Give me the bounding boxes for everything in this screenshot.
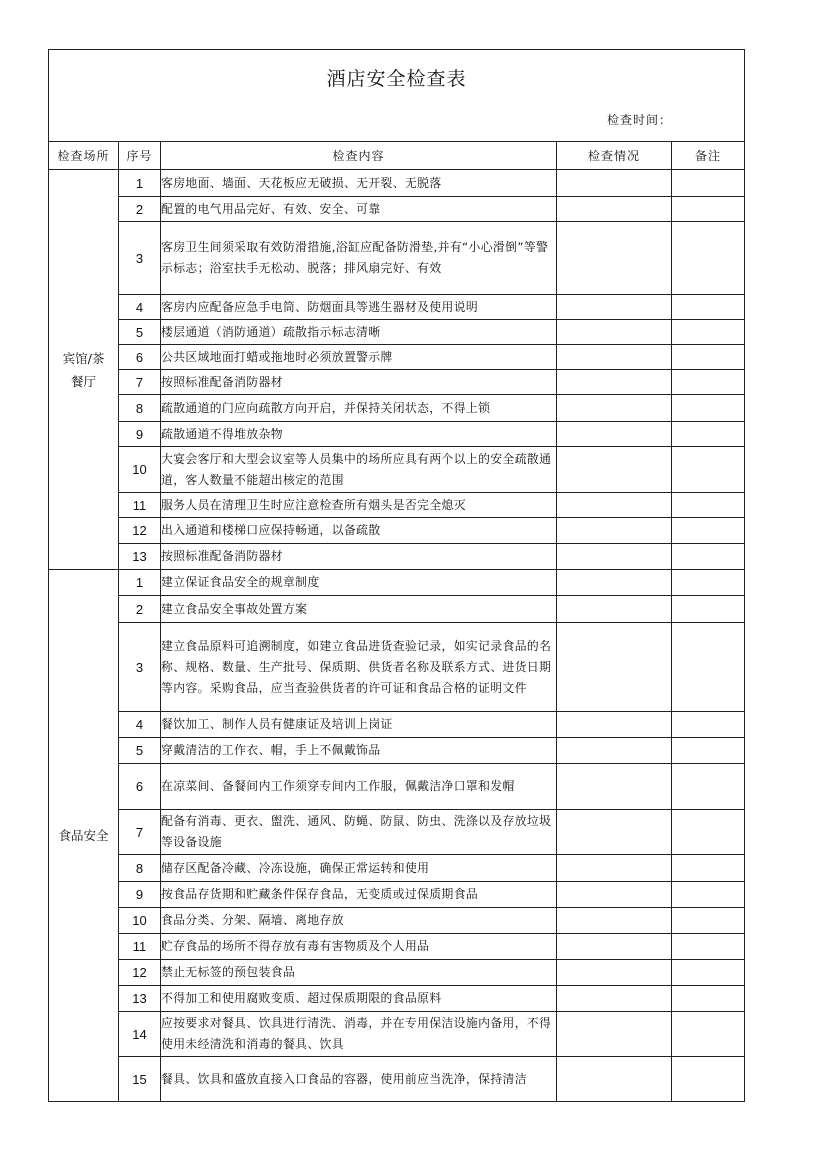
status-cell[interactable] (557, 345, 672, 370)
status-cell[interactable] (557, 623, 672, 712)
item-content: 按照标准配备消防器材 (161, 370, 557, 395)
remark-cell[interactable] (672, 518, 745, 544)
item-content: 按食品存货期和贮藏条件保存食品，无变质或过保质期食品 (161, 882, 557, 908)
remark-cell[interactable] (672, 623, 745, 712)
table-row (49, 370, 745, 395)
item-content: 贮存食品的场所不得存放有毒有害物质及个人用品 (161, 934, 557, 960)
remark-cell[interactable] (672, 855, 745, 882)
area-cell (49, 170, 119, 570)
status-cell[interactable] (557, 395, 672, 422)
inspection-time-label: 检查时间： (607, 113, 673, 127)
status-cell[interactable] (557, 422, 672, 447)
item-number: 6 (119, 764, 161, 810)
item-number: 12 (119, 518, 161, 544)
table-row (49, 222, 745, 295)
table-row (49, 197, 745, 222)
item-number: 1 (119, 570, 161, 596)
item-number: 12 (119, 960, 161, 986)
item-number: 3 (119, 623, 161, 712)
status-cell[interactable] (557, 222, 672, 295)
remark-cell[interactable] (672, 986, 745, 1012)
remark-cell[interactable] (672, 908, 745, 934)
item-content: 疏散通道不得堆放杂物 (161, 422, 557, 447)
status-cell[interactable] (557, 295, 672, 320)
table-row (49, 518, 745, 544)
table-row (49, 596, 745, 623)
status-cell[interactable] (557, 934, 672, 960)
status-cell[interactable] (557, 712, 672, 738)
item-content: 按照标准配备消防器材 (161, 544, 557, 570)
table-row (49, 764, 745, 810)
item-content: 在凉菜间、备餐间内工作须穿专间内工作服，佩戴洁净口罩和发帽 (161, 764, 557, 810)
status-cell[interactable] (557, 197, 672, 222)
status-cell[interactable] (557, 986, 672, 1012)
item-content: 建立保证食品安全的规章制度 (161, 570, 557, 596)
item-number: 10 (119, 447, 161, 493)
item-content: 配备有消毒、更衣、盥洗、通风、防蝇、防鼠、防虫、洗涤以及存放垃圾等设备设施 (161, 810, 557, 855)
table-row (49, 493, 745, 518)
remark-cell[interactable] (672, 810, 745, 855)
item-number: 2 (119, 197, 161, 222)
remark-cell[interactable] (672, 570, 745, 596)
remark-cell[interactable] (672, 422, 745, 447)
item-content: 应按要求对餐具、饮具进行清洗、消毒，并在专用保洁设施内备用，不得使用未经清洗和消毒的餐具、饮具 (161, 1012, 557, 1057)
status-cell[interactable] (557, 764, 672, 810)
item-content: 穿戴清洁的工作衣、帽，手上不佩戴饰品 (161, 738, 557, 764)
table-row (49, 170, 745, 197)
inspection-sheet (48, 49, 744, 1102)
remark-cell[interactable] (672, 544, 745, 570)
item-content: 储存区配备冷藏、冷冻设施，确保正常运转和使用 (161, 855, 557, 882)
item-content: 大宴会客厅和大型会议室等人员集中的场所应具有两个以上的安全疏散通道，客人数量不能超出核定的范围 (161, 447, 557, 493)
page-title: 酒店安全检查表 (326, 68, 467, 90)
item-number: 2 (119, 596, 161, 623)
table-row (49, 395, 745, 422)
remark-cell[interactable] (672, 395, 745, 422)
remark-cell[interactable] (672, 320, 745, 345)
col-header-area: 检查场所 (49, 142, 119, 170)
item-number: 8 (119, 855, 161, 882)
item-number: 7 (119, 370, 161, 395)
table-row (49, 422, 745, 447)
table-row (49, 960, 745, 986)
table-row (49, 855, 745, 882)
table-row (49, 320, 745, 345)
table-row (49, 447, 745, 493)
status-cell[interactable] (557, 493, 672, 518)
col-header-index: 序号 (119, 142, 161, 170)
remark-cell[interactable] (672, 447, 745, 493)
item-content: 禁止无标签的预包装食品 (161, 960, 557, 986)
item-number: 8 (119, 395, 161, 422)
remark-cell[interactable] (672, 1057, 745, 1102)
status-cell[interactable] (557, 544, 672, 570)
remark-cell[interactable] (672, 1012, 745, 1057)
item-content: 餐具、饮具和盛放直接入口食品的容器，使用前应当洗净，保持清洁 (161, 1057, 557, 1102)
status-cell[interactable] (557, 518, 672, 544)
table-row (49, 544, 745, 570)
table-row (49, 295, 745, 320)
table-row (49, 882, 745, 908)
table-row (49, 1057, 745, 1102)
item-content: 服务人员在清理卫生时应注意检查所有烟头是否完全熄灭 (161, 493, 557, 518)
item-content: 疏散通道的门应向疏散方向开启，并保持关闭状态，不得上锁 (161, 395, 557, 422)
status-cell[interactable] (557, 1012, 672, 1057)
table-row (49, 986, 745, 1012)
area-name-line2: 餐厅 (70, 373, 96, 389)
header-cell (49, 50, 745, 142)
item-number: 11 (119, 934, 161, 960)
inspection-table (48, 49, 745, 1102)
item-number: 15 (119, 1057, 161, 1102)
status-cell[interactable] (557, 882, 672, 908)
remark-cell[interactable] (672, 764, 745, 810)
remark-cell[interactable] (672, 960, 745, 986)
item-number: 5 (119, 320, 161, 345)
table-row (49, 738, 745, 764)
remark-cell[interactable] (672, 170, 745, 197)
item-content: 食品分类、分架、隔墙、离地存放 (161, 908, 557, 934)
item-content: 客房卫生间须采取有效防滑措施,浴缸应配备防滑垫,并有“小心滑倒”等警示标志；浴室扶手无松动、脱落；排风扇完好、有效 (161, 222, 557, 295)
column-header-row (49, 142, 745, 170)
item-number: 3 (119, 222, 161, 295)
remark-cell[interactable] (672, 370, 745, 395)
remark-cell[interactable] (672, 295, 745, 320)
area-name-line1: 宾馆/茶 (62, 350, 105, 366)
item-number: 4 (119, 712, 161, 738)
status-cell[interactable] (557, 1057, 672, 1102)
area-name-line1: 食品安全 (58, 828, 109, 843)
item-number: 6 (119, 345, 161, 370)
item-number: 9 (119, 422, 161, 447)
item-number: 4 (119, 295, 161, 320)
item-number: 13 (119, 986, 161, 1012)
remark-cell[interactable] (672, 596, 745, 623)
item-content: 客房内应配备应急手电筒、防烟面具等逃生器材及使用说明 (161, 295, 557, 320)
status-cell[interactable] (557, 908, 672, 934)
status-cell[interactable] (557, 810, 672, 855)
remark-cell[interactable] (672, 882, 745, 908)
item-number: 13 (119, 544, 161, 570)
table-row (49, 1012, 745, 1057)
table-row (49, 908, 745, 934)
status-cell[interactable] (557, 447, 672, 493)
status-cell[interactable] (557, 570, 672, 596)
remark-cell[interactable] (672, 934, 745, 960)
item-content: 客房地面、墙面、天花板应无破损、无开裂、无脱落 (161, 170, 557, 197)
table-row (49, 712, 745, 738)
item-number: 14 (119, 1012, 161, 1057)
table-row (49, 570, 745, 596)
item-number: 11 (119, 493, 161, 518)
remark-cell[interactable] (672, 712, 745, 738)
area-cell (49, 570, 119, 1102)
item-content: 公共区域地面打蜡或拖地时必须放置警示牌 (161, 345, 557, 370)
col-header-remark: 备注 (672, 142, 745, 170)
remark-cell[interactable] (672, 197, 745, 222)
item-number: 1 (119, 170, 161, 197)
status-cell[interactable] (557, 738, 672, 764)
item-content: 出入通道和楼梯口应保持畅通，以备疏散 (161, 518, 557, 544)
status-cell[interactable] (557, 370, 672, 395)
col-header-status: 检查情况 (557, 142, 672, 170)
item-content: 餐饮加工、制作人员有健康证及培训上岗证 (161, 712, 557, 738)
item-content: 建立食品原料可追溯制度，如建立食品进货查验记录，如实记录食品的名称、规格、数量、生产批号、保质期、供货者名称及联系方式、进货日期等内容。采购食品，应当查验供货者的许可证和食品合格的证明文件 (161, 623, 557, 712)
item-content: 楼层通道（消防通道）疏散指示标志清晰 (161, 320, 557, 345)
status-cell[interactable] (557, 960, 672, 986)
remark-cell[interactable] (672, 222, 745, 295)
remark-cell[interactable] (672, 738, 745, 764)
table-row (49, 623, 745, 712)
table-row (49, 934, 745, 960)
remark-cell[interactable] (672, 345, 745, 370)
table-row (49, 345, 745, 370)
status-cell[interactable] (557, 320, 672, 345)
item-number: 7 (119, 810, 161, 855)
item-number: 5 (119, 738, 161, 764)
item-number: 9 (119, 882, 161, 908)
status-cell[interactable] (557, 596, 672, 623)
remark-cell[interactable] (672, 493, 745, 518)
item-number: 10 (119, 908, 161, 934)
table-row (49, 810, 745, 855)
item-content: 建立食品安全事故处置方案 (161, 596, 557, 623)
col-header-content: 检查内容 (161, 142, 557, 170)
item-content: 不得加工和使用腐败变质、超过保质期限的食品原料 (161, 986, 557, 1012)
status-cell[interactable] (557, 855, 672, 882)
status-cell[interactable] (557, 170, 672, 197)
item-content: 配置的电气用品完好、有效、安全、可靠 (161, 197, 557, 222)
